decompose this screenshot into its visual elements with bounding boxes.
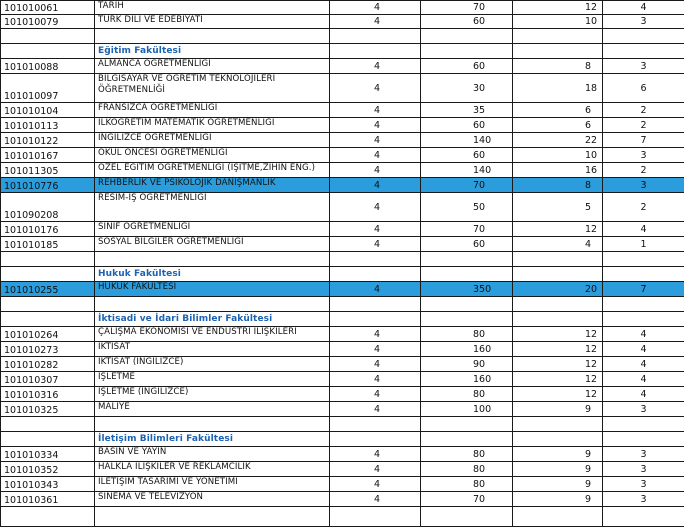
program-name: OKUL ÖNCESİ ÖĞRETMENLİĞİ	[95, 148, 330, 163]
duration-value: 4	[330, 163, 421, 178]
faculty-title: İktisadi ve İdari Bilimler Fakültesi	[95, 312, 330, 327]
empty-cell	[1, 432, 95, 447]
section-header-row	[1, 44, 684, 59]
empty-cell	[421, 507, 513, 527]
table-row	[1, 59, 684, 74]
program-name: SOSYAL BİLGİLER ÖĞRETMENLİĞİ	[95, 237, 330, 252]
empty-cell	[603, 432, 684, 447]
program-code: 101010185	[1, 237, 95, 252]
program-code: 101011305	[1, 163, 95, 178]
program-code: 101010264	[1, 327, 95, 342]
quota-value: 60	[421, 148, 513, 163]
empty-cell	[1, 312, 95, 327]
program-code: 101010122	[1, 133, 95, 148]
program-code: 101010079	[1, 15, 95, 29]
empty-cell	[1, 267, 95, 282]
table-row	[1, 1, 684, 15]
blank-row	[1, 417, 684, 432]
duration-value: 4	[330, 477, 421, 492]
count-a-value: 6	[513, 118, 603, 133]
empty-cell	[513, 252, 603, 267]
duration-value: 4	[330, 15, 421, 29]
program-code: 101010343	[1, 477, 95, 492]
duration-value: 4	[330, 222, 421, 237]
table-row	[1, 118, 684, 133]
program-name: İNGİLİZCE ÖĞRETMENLİĞİ	[95, 133, 330, 148]
program-code: 101010113	[1, 118, 95, 133]
program-code: 101010088	[1, 59, 95, 74]
table-row	[1, 163, 684, 178]
count-a-value: 20	[513, 282, 603, 297]
blank-row	[1, 252, 684, 267]
section-header-row	[1, 312, 684, 327]
table-row	[1, 327, 684, 342]
table-row	[1, 15, 684, 29]
count-b-value: 4	[603, 372, 684, 387]
count-b-value: 2	[603, 103, 684, 118]
quota-value: 140	[421, 163, 513, 178]
table-row	[1, 74, 684, 103]
count-b-value: 4	[603, 222, 684, 237]
empty-cell	[1, 29, 95, 44]
count-b-value: 3	[603, 15, 684, 29]
count-b-value: 3	[603, 59, 684, 74]
duration-value: 4	[330, 447, 421, 462]
count-b-value: 4	[603, 357, 684, 372]
count-b-value: 3	[603, 148, 684, 163]
blank-row	[1, 297, 684, 312]
empty-cell	[603, 267, 684, 282]
quota-value: 80	[421, 477, 513, 492]
program-code: 101010334	[1, 447, 95, 462]
empty-cell	[513, 29, 603, 44]
table-row	[1, 387, 684, 402]
empty-cell	[421, 417, 513, 432]
section-header-row	[1, 267, 684, 282]
program-name: MALİYE	[95, 402, 330, 417]
duration-value: 4	[330, 59, 421, 74]
count-a-value: 12	[513, 327, 603, 342]
program-code: 101010104	[1, 103, 95, 118]
empty-cell	[95, 297, 330, 312]
empty-cell	[513, 507, 603, 527]
count-b-value: 3	[603, 462, 684, 477]
program-name: TÜRK DİLİ VE EDEBİYATI	[95, 15, 330, 29]
quota-value: 70	[421, 178, 513, 193]
quota-value: 140	[421, 133, 513, 148]
quota-value: 160	[421, 372, 513, 387]
program-code: 101010061	[1, 1, 95, 15]
empty-cell	[1, 252, 95, 267]
quota-value: 350	[421, 282, 513, 297]
empty-cell	[1, 297, 95, 312]
empty-cell	[603, 297, 684, 312]
count-a-value: 12	[513, 1, 603, 15]
duration-value: 4	[330, 74, 421, 103]
count-a-value: 9	[513, 447, 603, 462]
table-row	[1, 402, 684, 417]
program-name: BASIN VE YAYIN	[95, 447, 330, 462]
count-b-value: 4	[603, 327, 684, 342]
quota-value: 35	[421, 103, 513, 118]
count-a-value: 8	[513, 59, 603, 74]
program-code: 101010307	[1, 372, 95, 387]
empty-cell	[513, 432, 603, 447]
quota-value: 90	[421, 357, 513, 372]
program-name: HALKLA İLİŞKİLER VE REKLAMCILIK	[95, 462, 330, 477]
section-header-row	[1, 432, 684, 447]
empty-cell	[513, 297, 603, 312]
program-name: ÇALIŞMA EKONOMİSİ VE ENDÜSTRİ İLİŞKİLERİ	[95, 327, 330, 342]
quota-value: 60	[421, 59, 513, 74]
duration-value: 4	[330, 342, 421, 357]
count-b-value: 7	[603, 282, 684, 297]
count-b-value: 2	[603, 118, 684, 133]
count-a-value: 9	[513, 462, 603, 477]
empty-cell	[330, 312, 421, 327]
program-name: REHBERLİK VE PSİKOLOJİK DANIŞMANLIK	[95, 178, 330, 193]
count-b-value: 4	[603, 1, 684, 15]
table-row	[1, 103, 684, 118]
count-a-value: 12	[513, 342, 603, 357]
count-b-value: 6	[603, 74, 684, 103]
duration-value: 4	[330, 118, 421, 133]
quota-value: 100	[421, 402, 513, 417]
table-row	[1, 447, 684, 462]
quota-value: 80	[421, 462, 513, 477]
quota-value: 60	[421, 118, 513, 133]
empty-cell	[95, 417, 330, 432]
program-name: TARİH	[95, 1, 330, 15]
count-a-value: 10	[513, 15, 603, 29]
empty-cell	[95, 29, 330, 44]
quota-value: 80	[421, 447, 513, 462]
empty-cell	[513, 312, 603, 327]
program-code: 101090208	[1, 193, 95, 222]
empty-cell	[330, 44, 421, 59]
duration-value: 4	[330, 1, 421, 15]
program-code: 101010352	[1, 462, 95, 477]
quota-value: 70	[421, 492, 513, 507]
table-row	[1, 178, 684, 193]
program-name: ALMANCA ÖĞRETMENLİĞİ	[95, 59, 330, 74]
table-row	[1, 222, 684, 237]
duration-value: 4	[330, 462, 421, 477]
duration-value: 4	[330, 372, 421, 387]
faculty-title: Hukuk Fakültesi	[95, 267, 330, 282]
program-name: İKTİSAT	[95, 342, 330, 357]
count-a-value: 12	[513, 387, 603, 402]
quota-value: 60	[421, 15, 513, 29]
quota-value: 30	[421, 74, 513, 103]
empty-cell	[603, 417, 684, 432]
program-name: RESİM-İŞ ÖĞRETMENLİĞİ	[95, 193, 330, 222]
table-row	[1, 492, 684, 507]
table-row	[1, 462, 684, 477]
table-row	[1, 148, 684, 163]
empty-cell	[95, 252, 330, 267]
table-row	[1, 133, 684, 148]
program-code: 101010097	[1, 74, 95, 103]
empty-cell	[603, 44, 684, 59]
blank-row	[1, 507, 684, 527]
duration-value: 4	[330, 357, 421, 372]
program-name: İŞLETME	[95, 372, 330, 387]
program-name: İŞLETME (İNGİLİZCE)	[95, 387, 330, 402]
empty-cell	[1, 44, 95, 59]
empty-cell	[513, 267, 603, 282]
program-code: 101010316	[1, 387, 95, 402]
count-b-value: 7	[603, 133, 684, 148]
count-a-value: 18	[513, 74, 603, 103]
empty-cell	[330, 507, 421, 527]
table-row	[1, 357, 684, 372]
empty-cell	[421, 312, 513, 327]
table-row	[1, 193, 684, 222]
empty-cell	[421, 297, 513, 312]
empty-cell	[330, 417, 421, 432]
program-code: 101010282	[1, 357, 95, 372]
count-a-value: 10	[513, 148, 603, 163]
empty-cell	[603, 312, 684, 327]
quota-value: 160	[421, 342, 513, 357]
program-name: İLETİŞİM TASARIMI VE YÖNETİMİ	[95, 477, 330, 492]
empty-cell	[330, 29, 421, 44]
empty-cell	[1, 417, 95, 432]
duration-value: 4	[330, 492, 421, 507]
quota-value: 70	[421, 222, 513, 237]
empty-cell	[95, 507, 330, 527]
count-a-value: 8	[513, 178, 603, 193]
count-a-value: 9	[513, 477, 603, 492]
table-row	[1, 477, 684, 492]
quota-value: 80	[421, 327, 513, 342]
count-a-value: 12	[513, 372, 603, 387]
count-a-value: 12	[513, 222, 603, 237]
empty-cell	[421, 432, 513, 447]
empty-cell	[330, 297, 421, 312]
table-row	[1, 282, 684, 297]
empty-cell	[603, 507, 684, 527]
program-code: 101010325	[1, 402, 95, 417]
quota-value: 80	[421, 387, 513, 402]
duration-value: 4	[330, 103, 421, 118]
count-b-value: 2	[603, 193, 684, 222]
empty-cell	[330, 252, 421, 267]
empty-cell	[421, 29, 513, 44]
empty-cell	[330, 267, 421, 282]
empty-cell	[1, 507, 95, 527]
table-row	[1, 372, 684, 387]
program-code: 101010176	[1, 222, 95, 237]
empty-cell	[603, 252, 684, 267]
program-name: HUKUK FAKÜLTESİ	[95, 282, 330, 297]
program-name: İKTİSAT (İNGİLİZCE)	[95, 357, 330, 372]
count-b-value: 3	[603, 447, 684, 462]
table-row	[1, 342, 684, 357]
count-b-value: 3	[603, 402, 684, 417]
count-b-value: 1	[603, 237, 684, 252]
duration-value: 4	[330, 148, 421, 163]
program-code: 101010776	[1, 178, 95, 193]
table-row	[1, 237, 684, 252]
duration-value: 4	[330, 282, 421, 297]
program-code: 101010255	[1, 282, 95, 297]
empty-cell	[513, 417, 603, 432]
program-name: İLKÖĞRETİM MATEMATİK ÖĞRETMENLİĞİ	[95, 118, 330, 133]
count-a-value: 5	[513, 193, 603, 222]
empty-cell	[421, 267, 513, 282]
quota-value: 50	[421, 193, 513, 222]
program-name: SINIF ÖĞRETMENLİĞİ	[95, 222, 330, 237]
count-b-value: 3	[603, 178, 684, 193]
count-a-value: 6	[513, 103, 603, 118]
duration-value: 4	[330, 387, 421, 402]
count-a-value: 12	[513, 357, 603, 372]
empty-cell	[513, 44, 603, 59]
programs-table-body	[1, 1, 684, 527]
count-a-value: 16	[513, 163, 603, 178]
blank-row	[1, 29, 684, 44]
program-code: 101010361	[1, 492, 95, 507]
count-a-value: 22	[513, 133, 603, 148]
program-code: 101010273	[1, 342, 95, 357]
program-name: ÖZEL EĞİTİM ÖĞRETMENLİĞİ (İŞİTME,ZİHİN ENG.)	[95, 163, 330, 178]
faculty-title: İletişim Bilimleri Fakültesi	[95, 432, 330, 447]
program-name: BİLGİSAYAR VE ÖĞRETİM TEKNOLOJİLERİ ÖĞRETMENLİĞİ	[95, 74, 330, 103]
count-a-value: 4	[513, 237, 603, 252]
quota-value: 70	[421, 1, 513, 15]
duration-value: 4	[330, 133, 421, 148]
empty-cell	[421, 252, 513, 267]
empty-cell	[421, 44, 513, 59]
quota-value: 60	[421, 237, 513, 252]
count-b-value: 3	[603, 492, 684, 507]
program-name: FRANSIZCA ÖĞRETMENLİĞİ	[95, 103, 330, 118]
faculty-title: Eğitim Fakültesi	[95, 44, 330, 59]
program-name: SİNEMA VE TELEVİZYON	[95, 492, 330, 507]
duration-value: 4	[330, 237, 421, 252]
empty-cell	[603, 29, 684, 44]
count-a-value: 9	[513, 402, 603, 417]
count-b-value: 2	[603, 163, 684, 178]
program-code: 101010167	[1, 148, 95, 163]
count-b-value: 4	[603, 387, 684, 402]
duration-value: 4	[330, 402, 421, 417]
count-b-value: 4	[603, 342, 684, 357]
empty-cell	[330, 432, 421, 447]
duration-value: 4	[330, 327, 421, 342]
count-a-value: 9	[513, 492, 603, 507]
count-b-value: 3	[603, 477, 684, 492]
duration-value: 4	[330, 178, 421, 193]
duration-value: 4	[330, 193, 421, 222]
